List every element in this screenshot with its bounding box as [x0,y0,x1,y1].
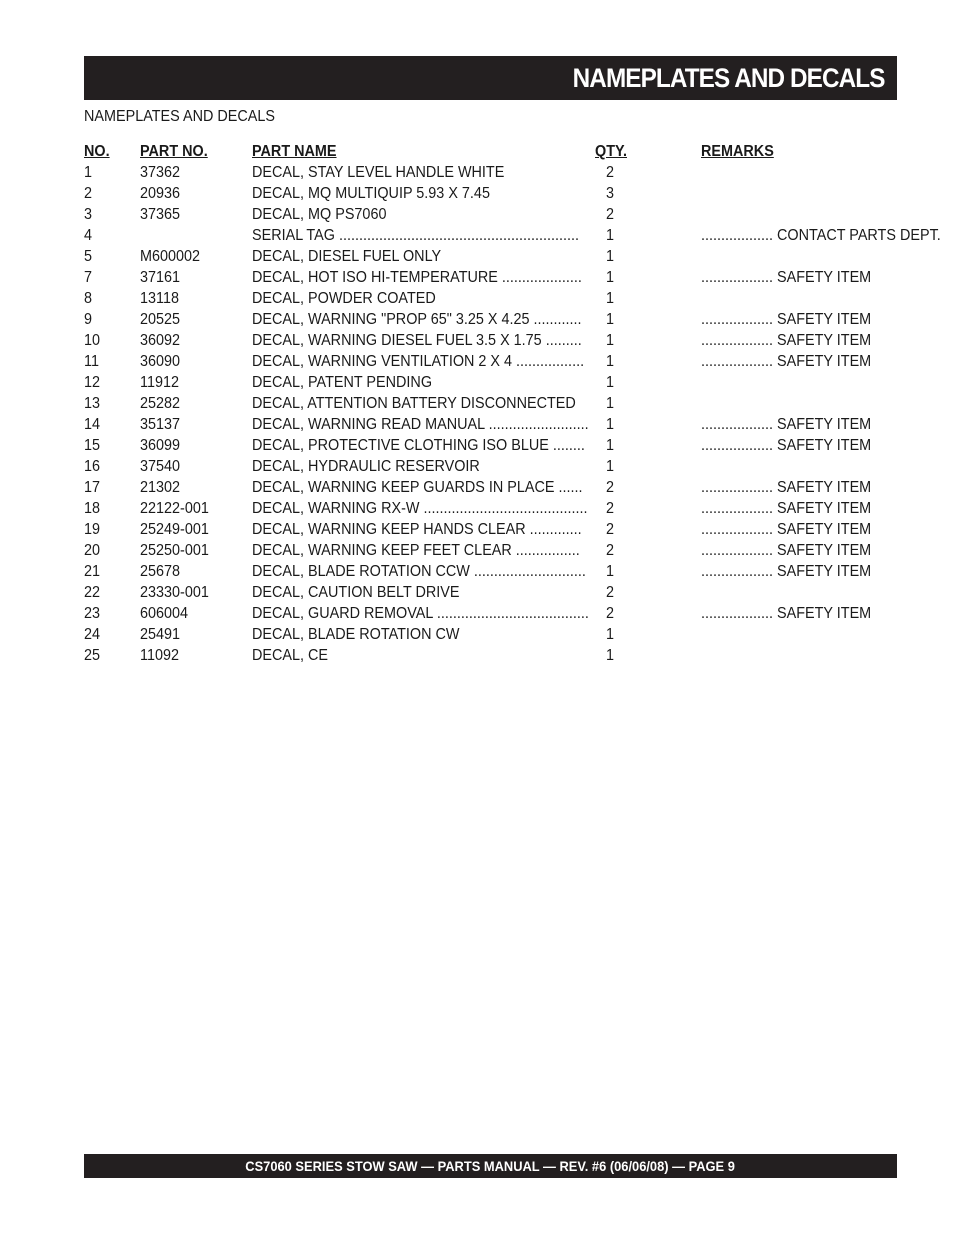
row-remarks: .................. SAFETY ITEM [701,332,872,349]
table-row [84,624,897,645]
table-row [84,561,897,582]
row-qty: 1 [606,311,615,328]
row-no: 13 [84,395,101,412]
row-qty: 2 [606,521,615,538]
row-qty: 2 [606,605,615,622]
row-part-no: 25678 [140,563,181,580]
row-qty: 2 [606,500,615,517]
table-row [84,267,897,288]
row-part-no: 37161 [140,269,181,286]
row-part-name: DECAL, STAY LEVEL HANDLE WHITE [252,164,505,181]
table-row [84,183,897,204]
row-part-no: 21302 [140,479,181,496]
row-part-name: DECAL, MQ PS7060 [252,206,387,223]
row-part-name: DECAL, BLADE ROTATION CCW ............................ [252,563,586,580]
section-label: NAMEPLATES AND DECALS [84,108,275,125]
table-row [84,519,897,540]
table-row [84,372,897,393]
table-row [84,246,897,267]
row-qty: 1 [606,458,615,475]
row-no: 1 [84,164,93,181]
row-part-no: 25491 [140,626,181,643]
row-remarks: .................. SAFETY ITEM [701,479,872,496]
row-no: 9 [84,311,93,328]
row-part-no: 25250-001 [140,542,209,559]
row-qty: 1 [606,332,615,349]
row-qty: 1 [606,269,615,286]
header-no: NO. [84,143,110,160]
row-qty: 3 [606,185,615,202]
row-part-name: DECAL, WARNING KEEP GUARDS IN PLACE ...... [252,479,583,496]
row-no: 16 [84,458,101,475]
table-row [84,603,897,624]
table-row [84,204,897,225]
footer-text: CS7060 SERIES STOW SAW — PARTS MANUAL — REV. #6 (06/06/08) — PAGE 9 [245,1158,736,1174]
row-part-no: 35137 [140,416,181,433]
row-no: 21 [84,563,101,580]
row-part-name: DECAL, HYDRAULIC RESERVOIR [252,458,480,475]
row-no: 24 [84,626,101,643]
row-part-no: M600002 [140,248,201,265]
row-no: 4 [84,227,93,244]
parts-table [84,141,941,666]
row-part-name: DECAL, POWDER COATED [252,290,436,307]
row-part-name: DECAL, WARNING "PROP 65" 3.25 X 4.25 ............ [252,311,582,328]
row-remarks: .................. SAFETY ITEM [701,542,872,559]
row-part-name: DECAL, CAUTION BELT DRIVE [252,584,460,601]
page-title: NAMEPLATES AND DECALS [573,62,885,93]
row-part-no: 37362 [140,164,181,181]
row-part-no: 11092 [140,647,179,664]
row-part-no: 20936 [140,185,181,202]
row-remarks: .................. SAFETY ITEM [701,311,872,328]
row-no: 18 [84,500,101,517]
row-part-name: DECAL, PROTECTIVE CLOTHING ISO BLUE ........ [252,437,585,454]
table-row [84,351,897,372]
table-row [84,540,897,561]
row-qty: 1 [606,437,615,454]
table-row [84,582,897,603]
row-part-name: DECAL, GUARD REMOVAL ...................................... [252,605,589,622]
header-remarks: REMARKS [701,143,774,160]
row-remarks: .................. SAFETY ITEM [701,521,872,538]
row-remarks: .................. SAFETY ITEM [701,353,872,370]
table-body [84,162,941,666]
row-remarks: .................. SAFETY ITEM [701,269,872,286]
row-qty: 2 [606,206,615,223]
row-qty: 1 [606,374,615,391]
row-qty: 2 [606,479,615,496]
row-qty: 1 [606,563,615,580]
row-remarks: .................. SAFETY ITEM [701,605,872,622]
row-part-no: 23330-001 [140,584,209,601]
table-row [84,645,897,666]
row-no: 23 [84,605,101,622]
row-no: 14 [84,416,101,433]
row-qty: 1 [606,647,615,664]
row-part-name: DECAL, DIESEL FUEL ONLY [252,248,442,265]
row-no: 15 [84,437,101,454]
row-qty: 1 [606,290,615,307]
row-remarks: .................. CONTACT PARTS DEPT. [701,227,941,244]
row-part-name: DECAL, WARNING VENTILATION 2 X 4 ................. [252,353,585,370]
table-row [84,162,897,183]
row-qty: 1 [606,416,615,433]
row-part-name: DECAL, MQ MULTIQUIP 5.93 X 7.45 [252,185,490,202]
table-row [84,498,897,519]
table-row [84,225,941,246]
row-remarks: .................. SAFETY ITEM [701,500,872,517]
row-no: 2 [84,185,93,202]
row-part-no: 13118 [140,290,179,307]
table-header [84,141,897,162]
row-part-no: 37365 [140,206,181,223]
row-part-no: 36099 [140,437,181,454]
table-row [84,288,897,309]
row-no: 19 [84,521,101,538]
row-no: 10 [84,332,101,349]
row-qty: 1 [606,248,615,265]
table-row [84,393,897,414]
row-part-no: 22122-001 [140,500,209,517]
row-part-name: DECAL, WARNING RX-W ......................................... [252,500,588,517]
row-no: 7 [84,269,93,286]
table-row [84,414,897,435]
row-part-name: DECAL, WARNING DIESEL FUEL 3.5 X 1.75 ......... [252,332,582,349]
row-no: 3 [84,206,93,223]
row-no: 25 [84,647,101,664]
row-part-no: 11912 [140,374,179,391]
row-qty: 1 [606,353,615,370]
row-part-no: 25282 [140,395,181,412]
row-part-name: DECAL, PATENT PENDING [252,374,433,391]
row-part-name: DECAL, WARNING READ MANUAL ......................... [252,416,589,433]
row-qty: 1 [606,395,615,412]
row-part-no: 36090 [140,353,181,370]
table-row [84,477,897,498]
row-no: 17 [84,479,101,496]
table-row [84,435,897,456]
row-part-name: DECAL, WARNING KEEP HANDS CLEAR ............. [252,521,582,538]
table-row [84,330,897,351]
row-no: 12 [84,374,101,391]
row-remarks: .................. SAFETY ITEM [701,437,872,454]
row-qty: 1 [606,227,615,244]
row-part-no: 36092 [140,332,181,349]
row-no: 8 [84,290,93,307]
footer-bar [84,1154,897,1178]
table-row [84,309,897,330]
row-qty: 1 [606,626,615,643]
title-bar [84,56,897,100]
row-no: 11 [84,353,99,370]
row-part-name: SERIAL TAG ............................................................ [252,227,580,244]
row-remarks: .................. SAFETY ITEM [701,416,872,433]
row-part-name: DECAL, WARNING KEEP FEET CLEAR ................ [252,542,580,559]
table-row [84,456,897,477]
row-qty: 2 [606,584,615,601]
row-no: 22 [84,584,101,601]
row-part-name: DECAL, ATTENTION BATTERY DISCONNECTED [252,395,576,412]
row-qty: 2 [606,542,615,559]
header-part-name: PART NAME [252,143,337,160]
row-qty: 2 [606,164,615,181]
row-no: 20 [84,542,101,559]
row-part-name: DECAL, BLADE ROTATION CW [252,626,460,643]
row-part-name: DECAL, HOT ISO HI-TEMPERATURE .................... [252,269,582,286]
row-part-no: 37540 [140,458,181,475]
header-qty: QTY. [595,143,628,160]
row-remarks: .................. SAFETY ITEM [701,563,872,580]
row-no: 5 [84,248,93,265]
header-part-no: PART NO. [140,143,208,160]
row-part-name: DECAL, CE [252,647,329,664]
row-part-no: 20525 [140,311,181,328]
row-part-no: 606004 [140,605,189,622]
row-part-no: 25249-001 [140,521,209,538]
